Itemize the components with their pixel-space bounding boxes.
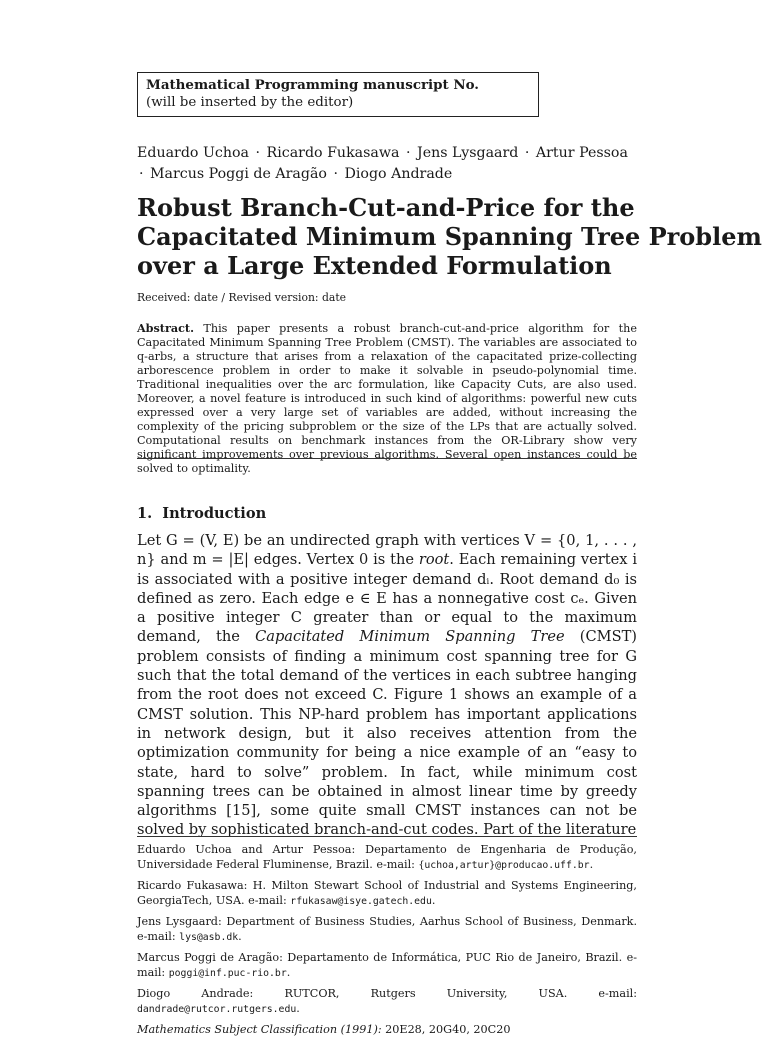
paper-title xyxy=(137,193,762,280)
section-title: Introduction xyxy=(162,505,267,522)
author-name: Diogo Andrade xyxy=(344,166,453,182)
abstract-text: This paper presents a robust branch-cut-and-price algorithm for the Capacitated Minimum Spanning Tree Problem (CMST). The variables are associated to q-arbs, a structure that arises from a relaxation of the capacitated prize-collecting arborescence problem in order to make it solvable in pseudo-polynomial time. Traditional inequalities over the arc formulation, like Capacity Cuts, are also used. Moreover, a novel feature is introduced in such kind of algorithms: powerful new cuts expressed over a very large set of variables are added, without increasing the complexity of the pricing subproblem or the size of the LPs that are actually solved. Computational results on benchmark instances from the OR-Library show very significant improvements over previous algorithms. Several open instances could be solved to optimality. xyxy=(137,322,637,475)
msc-codes: 20E28, 20G40, 20C20 xyxy=(381,1023,511,1036)
msc-label: Mathematics Subject Classification (1991): xyxy=(137,1023,382,1036)
affiliation-note: Eduardo Uchoa and Artur Pessoa: Departamento de Engenharia de Produção, Universidade Federal Fluminense, Brazil. e-mail: {uchoa,artur}@producao.uff.br. xyxy=(137,843,637,871)
received-date-line: Received: date / Revised version: date xyxy=(137,291,347,304)
intro-italic-cmst: Capacitated Minimum Spanning Tree xyxy=(255,628,565,646)
email-link: dandrade@rutcor.rutgers.edu xyxy=(137,1003,297,1015)
affiliation-text: Marcus Poggi de Aragão: Departamento de Informática, PUC Rio de Janeiro, Brazil. e-mail: xyxy=(137,951,637,979)
title-line: Robust Branch-Cut-and-Price for the xyxy=(137,193,635,222)
abstract xyxy=(137,321,637,476)
affiliation-text: Jens Lysgaard: Department of Business Studies, Aarhus School of Business, Denmark. e-mail: xyxy=(137,915,637,943)
affiliation-text: Eduardo Uchoa and Artur Pessoa: Departamento de Engenharia de Produção, Universidade Federal Fluminense, Brazil. e-mail: xyxy=(137,843,637,871)
section-number: 1. xyxy=(137,505,153,522)
title-line: Capacitated Minimum Spanning Tree Problem xyxy=(137,222,762,251)
subject-classification xyxy=(137,1023,637,1038)
author-list xyxy=(137,143,637,185)
email-link: {uchoa,artur}@producao.uff.br xyxy=(418,859,590,871)
manuscript-number-line: Mathematical Programming manuscript No. xyxy=(146,77,479,93)
section-heading xyxy=(137,505,637,522)
manuscript-header-box xyxy=(137,72,539,117)
editor-note-line: (will be inserted by the editor) xyxy=(146,95,354,110)
author-separator: · xyxy=(405,145,411,161)
introduction-paragraph xyxy=(137,531,637,840)
author-name: Ricardo Fukasawa xyxy=(266,145,400,161)
affiliation-note: Jens Lysgaard: Department of Business Studies, Aarhus School of Business, Denmark. e-mail: lys@asb.dk. xyxy=(137,915,637,943)
intro-italic-root: root xyxy=(418,551,450,569)
author-name: Artur Pessoa xyxy=(535,145,628,161)
author-separator: · xyxy=(524,145,530,161)
intro-text: . Each remaining vertex i is associated with a positive integer demand dᵢ. Root demand d₀ is defined as zero. Each edge e ∈ E has a nonnegative cost cₑ. Given a positive integer C greater than or equal to the maximum demand, the xyxy=(137,551,637,646)
intro-text: Let G = (V, E) be an undirected graph with vertices V = {0, 1, . . . , n} and m = |E| edges. Vertex 0 is the xyxy=(137,532,637,569)
title-line: over a Large Extended Formulation xyxy=(137,251,612,280)
affiliation-text: Diogo Andrade: RUTCOR, Rutgers University, USA. e-mail: xyxy=(137,987,637,1000)
email-link: poggi@inf.puc-rio.br xyxy=(168,967,287,979)
affiliation-note: Marcus Poggi de Aragão: Departamento de Informática, PUC Rio de Janeiro, Brazil. e-mail: poggi@inf.puc-rio.br. xyxy=(137,951,637,979)
author-separator: · xyxy=(333,166,338,182)
affiliation-text: Ricardo Fukasawa: H. Milton Stewart School of Industrial and Systems Engineering, GeorgiaTech, USA. e-mail: xyxy=(137,879,637,907)
email-link: rfukasaw@isye.gatech.edu xyxy=(290,895,432,907)
footnotes xyxy=(137,843,637,1044)
abstract-label: Abstract. xyxy=(137,321,194,335)
author-separator: · xyxy=(139,166,144,182)
author-separator: · xyxy=(255,145,261,161)
email-link: lys@asb.dk xyxy=(179,931,239,943)
intro-text: (CMST) problem consists of finding a minimum cost spanning tree for G such that the total demand of the vertices in each subtree hanging from the root does not exceed C. Figure 1 shows an example of a CMST solution. This NP-hard problem has important applications in network design, but it also receives attention from the optimization community for being a nice example of an “easy to state, hard to solve” problem. In fact, while minimum cost spanning trees can be obtained in almost linear time by greedy algorithms [15], some quite small CMST instances can not be solved by sophisticated branch-and-cut codes. Part of the literature xyxy=(137,628,638,839)
affiliation-note: Diogo Andrade: RUTCOR, Rutgers University, USA. e-mail: dandrade@rutcor.rutgers.edu. xyxy=(137,987,637,1015)
footnote-divider xyxy=(137,836,637,837)
author-name: Marcus Poggi de Aragão xyxy=(150,166,327,182)
author-name: Eduardo Uchoa xyxy=(137,145,249,161)
author-name: Jens Lysgaard xyxy=(417,145,519,161)
affiliation-note: Ricardo Fukasawa: H. Milton Stewart School of Industrial and Systems Engineering, GeorgiaTech, USA. e-mail: rfukasaw@isye.gatech.edu. xyxy=(137,879,637,907)
abstract-divider xyxy=(137,458,637,459)
